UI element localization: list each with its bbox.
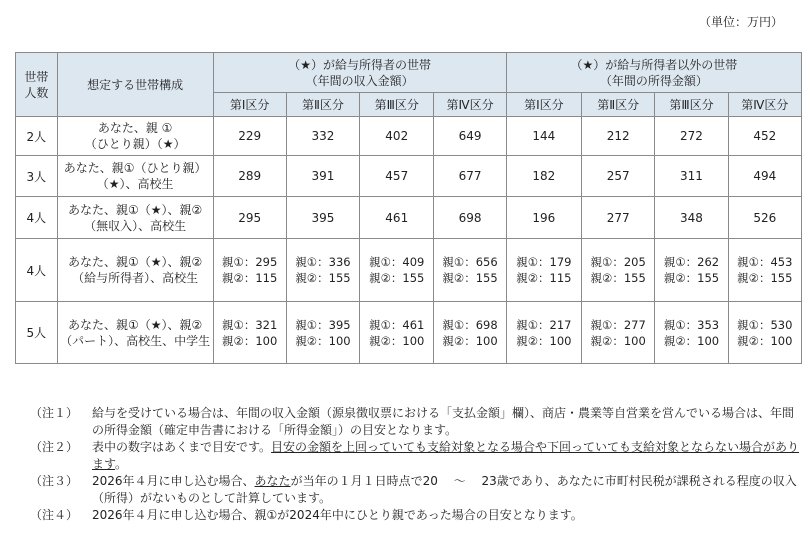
value-cell: 457: [360, 156, 434, 197]
note-text: 。: [115, 457, 128, 471]
value-cell: 272: [655, 117, 728, 156]
header-household-size: 世帯 人数: [16, 53, 58, 117]
note-label: （注２）: [30, 440, 79, 454]
unit-label: （単位：万円）: [698, 15, 783, 29]
value-cell: 649: [434, 117, 506, 156]
income-guideline-table: [15, 52, 802, 364]
header-division: 第Ⅰ区分: [213, 93, 286, 117]
value-cell: 212: [582, 117, 655, 156]
household-size-cell: 3人: [16, 156, 58, 197]
table-row: [16, 117, 802, 156]
header-division: 第Ⅲ区分: [360, 93, 434, 117]
note-text-underlined: あなた: [254, 474, 291, 488]
value-cell: 親①：205 親②：155: [582, 239, 655, 302]
value-cell: 395: [286, 197, 359, 239]
value-cell: 親①：453 親②：155: [728, 239, 801, 302]
value-cell: 親①：656 親②：155: [434, 239, 506, 302]
value-cell: 295: [213, 197, 286, 239]
composition-cell: あなた、親①（★）、親②（パート）、高校生、中学生: [57, 302, 213, 364]
header-division: 第Ⅰ区分: [506, 93, 581, 117]
note-4: [30, 507, 800, 524]
value-cell: 182: [506, 156, 581, 197]
value-cell: 677: [434, 156, 506, 197]
notes-section: [30, 405, 800, 524]
value-cell: 親①：698 親②：100: [434, 302, 506, 364]
composition-cell: あなた、親①（★）、親②（給与所得者）、高校生: [57, 239, 213, 302]
household-size-cell: 4人: [16, 239, 58, 302]
value-cell: 461: [360, 197, 434, 239]
header-division: 第Ⅲ区分: [655, 93, 728, 117]
value-cell: 親①：409 親②：155: [360, 239, 434, 302]
value-cell: 親①：321 親②：100: [213, 302, 286, 364]
value-cell: 257: [582, 156, 655, 197]
value-cell: 452: [728, 117, 801, 156]
note-label: （注３）: [30, 474, 79, 488]
note-label: （注４）: [30, 508, 79, 522]
value-cell: 698: [434, 197, 506, 239]
household-size-cell: 5人: [16, 302, 58, 364]
note-text: 給与を受けている場合は、年間の収入金額（源泉徴収票における「支払金額」欄）、商店・農業等自営業を営んでいる場合は、年間の所得金額（確定申告書における「所得金額」）の目安となります。: [92, 406, 795, 437]
value-cell: 親①：277 親②：100: [582, 302, 655, 364]
header-division: 第Ⅱ区分: [286, 93, 359, 117]
composition-cell: あなた、親①（ひとり親）（★）、高校生: [57, 156, 213, 197]
value-cell: 親①：395 親②：100: [286, 302, 359, 364]
table-row: [16, 197, 802, 239]
value-cell: 親①：179 親②：115: [506, 239, 581, 302]
value-cell: 144: [506, 117, 581, 156]
value-cell: 親①：295 親②：115: [213, 239, 286, 302]
header-division: 第Ⅳ区分: [728, 93, 801, 117]
value-cell: 311: [655, 156, 728, 197]
note-text: 2026年４月に申し込む場合、親①が2024年中にひとり親であった場合の目安となります。: [92, 508, 583, 522]
header-nonsalary-group: （★）が給与所得者以外の世帯 （年間の所得金額）: [506, 53, 801, 93]
header-division: 第Ⅱ区分: [582, 93, 655, 117]
note-text: が当年の１月１日時点で20 ～ 23歳であり、あなたに市町村民税が課税される程度の収入（所得）がないものとして計算しています。: [92, 474, 797, 505]
note-text: 2026年４月に申し込む場合、: [92, 474, 255, 488]
value-cell: 391: [286, 156, 359, 197]
table-row: [16, 156, 802, 197]
value-cell: 229: [213, 117, 286, 156]
table-row: [16, 302, 802, 364]
header-composition: 想定する世帯構成: [57, 53, 213, 117]
value-cell: 332: [286, 117, 359, 156]
value-cell: 526: [728, 197, 801, 239]
household-size-cell: 2人: [16, 117, 58, 156]
header-salary-group: （★）が給与所得者の世帯 （年間の収入金額）: [213, 53, 506, 93]
note-text-underlined: 目安の金額を上回っていても支給対象となる場合や下回っていても支給対象とならない場合があります: [92, 440, 800, 471]
value-cell: 親①：530 親②：100: [728, 302, 801, 364]
note-2: [30, 439, 800, 473]
value-cell: 親①：461 親②：100: [360, 302, 434, 364]
note-text: 表中の数字はあくまで目安です。: [92, 440, 272, 454]
value-cell: 親①：353 親②：100: [655, 302, 728, 364]
value-cell: 親①：262 親②：155: [655, 239, 728, 302]
value-cell: 402: [360, 117, 434, 156]
value-cell: 277: [582, 197, 655, 239]
composition-cell: あなた、親 ① （ひとり親）（★）: [57, 117, 213, 156]
note-label: （注１）: [30, 406, 79, 420]
value-cell: 348: [655, 197, 728, 239]
table-row: [16, 239, 802, 302]
value-cell: 親①：336 親②：155: [286, 239, 359, 302]
value-cell: 196: [506, 197, 581, 239]
header-division: 第Ⅳ区分: [434, 93, 506, 117]
value-cell: 289: [213, 156, 286, 197]
household-size-cell: 4人: [16, 197, 58, 239]
note-3: [30, 473, 800, 507]
composition-cell: あなた、親①（★）、親②（無収入）、高校生: [57, 197, 213, 239]
note-1: [30, 405, 800, 439]
value-cell: 親①：217 親②：100: [506, 302, 581, 364]
value-cell: 494: [728, 156, 801, 197]
